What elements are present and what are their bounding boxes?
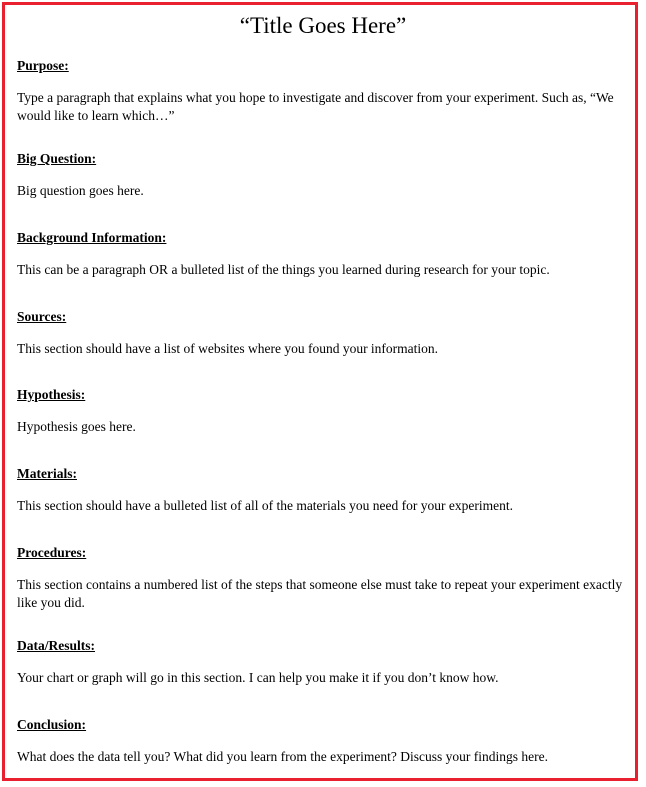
section-procedures: [17, 545, 635, 612]
hypothesis-heading: Hypothesis:: [17, 387, 86, 402]
procedures-heading: Procedures:: [17, 545, 87, 560]
section-hypothesis: [17, 387, 635, 436]
section-data-results: [17, 638, 635, 687]
sources-heading: Sources:: [17, 309, 67, 324]
section-big-question: [17, 151, 635, 200]
purpose-text: Type a paragraph that explains what you hope to investigate and discover from your experiment. Such as, “We would like to learn which…”: [17, 90, 614, 123]
conclusion-heading: Conclusion:: [17, 717, 87, 732]
data-results-heading: Data/Results:: [17, 638, 95, 653]
conclusion-text: What does the data tell you? What did you learn from the experiment? Discuss your findings here.: [17, 749, 548, 764]
background-information-heading: Background Information:: [17, 230, 167, 245]
sources-text: This section should have a list of websites where you found your information.: [17, 341, 439, 356]
materials-heading: Materials:: [17, 466, 77, 481]
section-background-information: [17, 230, 635, 279]
section-conclusion: [17, 717, 635, 766]
section-sources: [17, 309, 635, 358]
background-information-text: This can be a paragraph OR a bulleted list of the things you learned during research for your topic.: [17, 262, 550, 277]
big-question-text: Big question goes here.: [17, 183, 144, 198]
data-results-text: Your chart or graph will go in this section. I can help you make it if you don’t know how.: [17, 670, 499, 685]
document-title: “Title Goes Here”: [239, 13, 407, 38]
big-question-heading: Big Question:: [17, 151, 97, 166]
materials-text: This section should have a bulleted list of all of the materials you need for your experiment.: [17, 498, 513, 513]
procedures-text: This section contains a numbered list of the steps that someone else must take to repeat your experiment exactly like you did.: [17, 577, 623, 610]
purpose-heading: Purpose:: [17, 58, 69, 73]
section-purpose: [17, 58, 635, 125]
hypothesis-text: Hypothesis goes here.: [17, 419, 136, 434]
section-materials: [17, 466, 635, 515]
